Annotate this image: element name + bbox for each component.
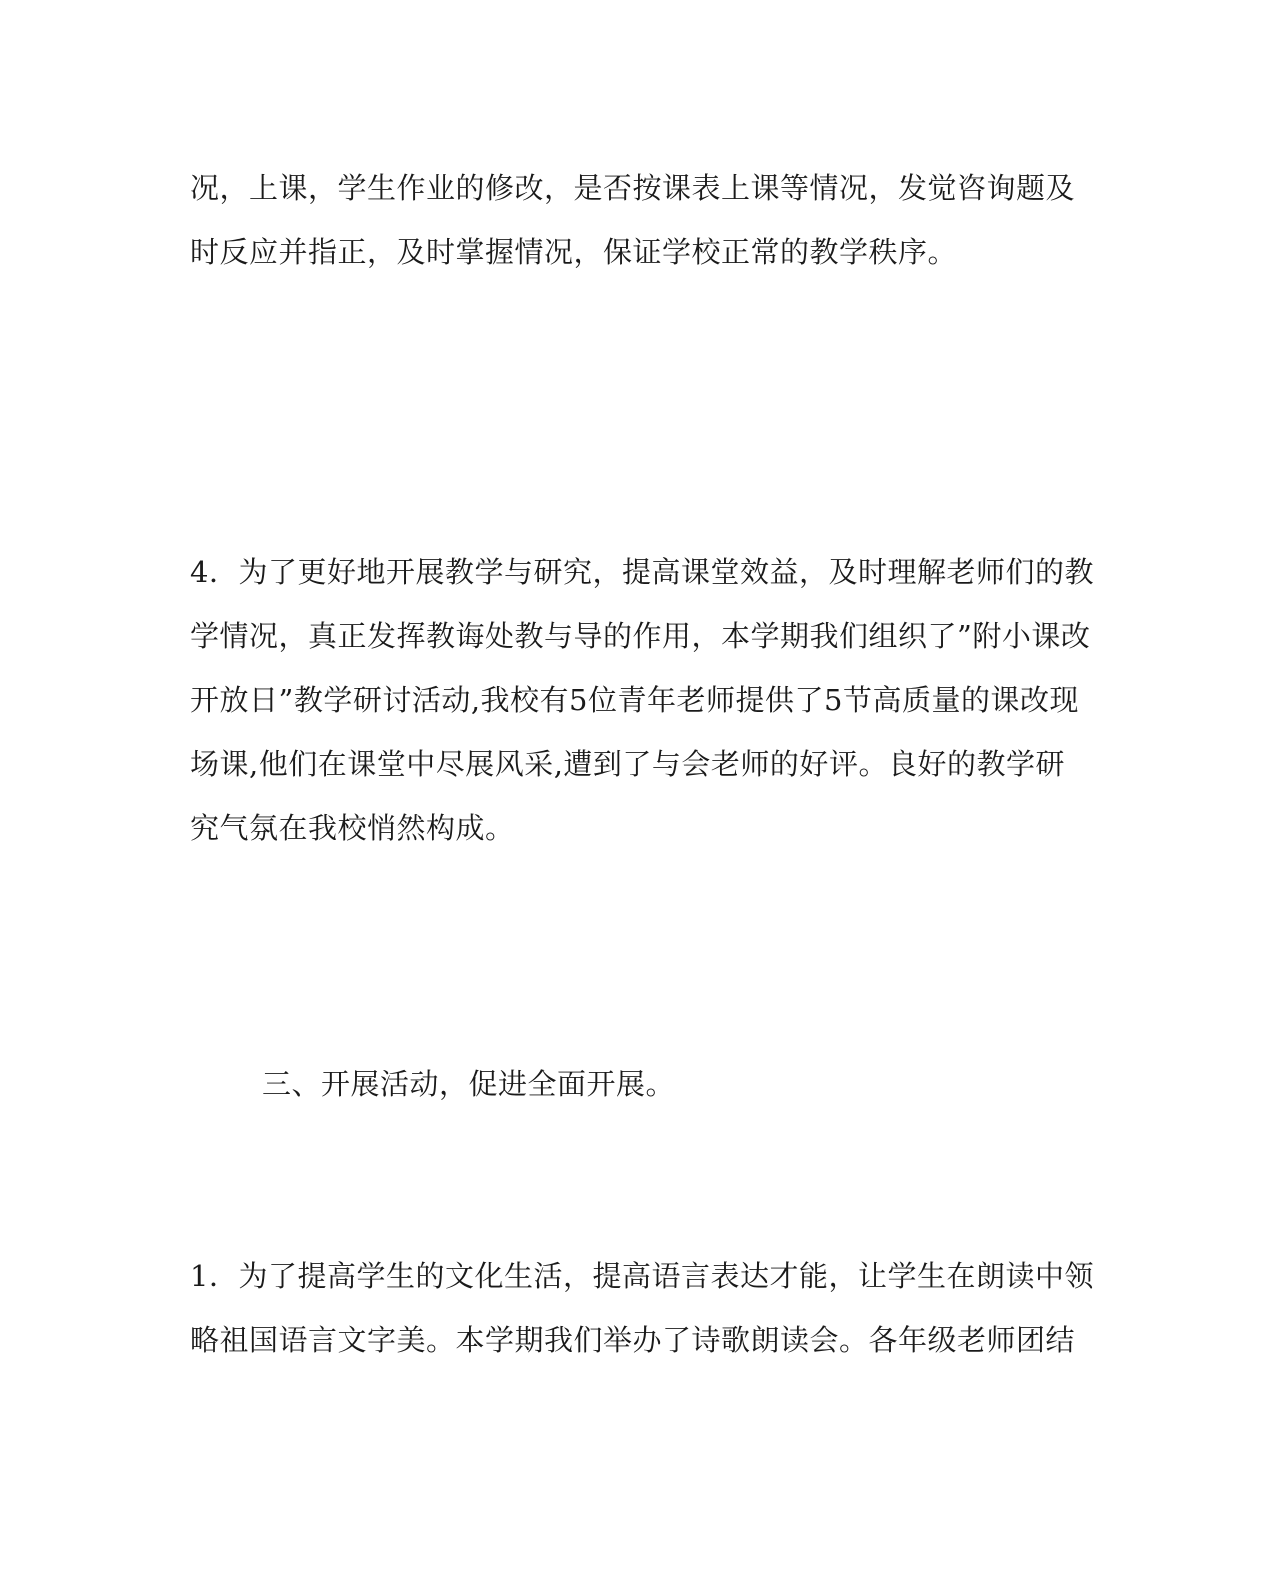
paragraph-line: 时反应并指正，及时掌握情况，保证学校正常的教学秩序。	[190, 235, 958, 269]
paragraph-line: 场课,他们在课堂中尽展风采,遭到了与会老师的好评。良好的教学研	[190, 747, 1065, 781]
paragraph-line: 学情况，真正发挥教诲处教与导的作用，本学期我们组织了”附小课改	[190, 619, 1091, 653]
section-heading: 三、开展活动，促进全面开展。	[262, 1067, 676, 1101]
paragraph-line: 1．为了提高学生的文化生活，提高语言表达才能，让学生在朗读中领	[190, 1259, 1094, 1293]
paragraph-line: 况，上课，学生作业的修改，是否按课表上课等情况，发觉咨询题及	[190, 171, 1076, 205]
paragraph-line: 4．为了更好地开展教学与研究，提高课堂效益，及时理解老师们的教	[190, 555, 1094, 589]
paragraph-line: 开放日”教学研讨活动,我校有5位青年老师提供了5节高质量的课改现	[190, 683, 1079, 717]
paragraph-line: 略祖国语言文字美。本学期我们举办了诗歌朗读会。各年级老师团结	[190, 1323, 1076, 1357]
paragraph-line: 究气氛在我校悄然构成。	[190, 811, 515, 845]
